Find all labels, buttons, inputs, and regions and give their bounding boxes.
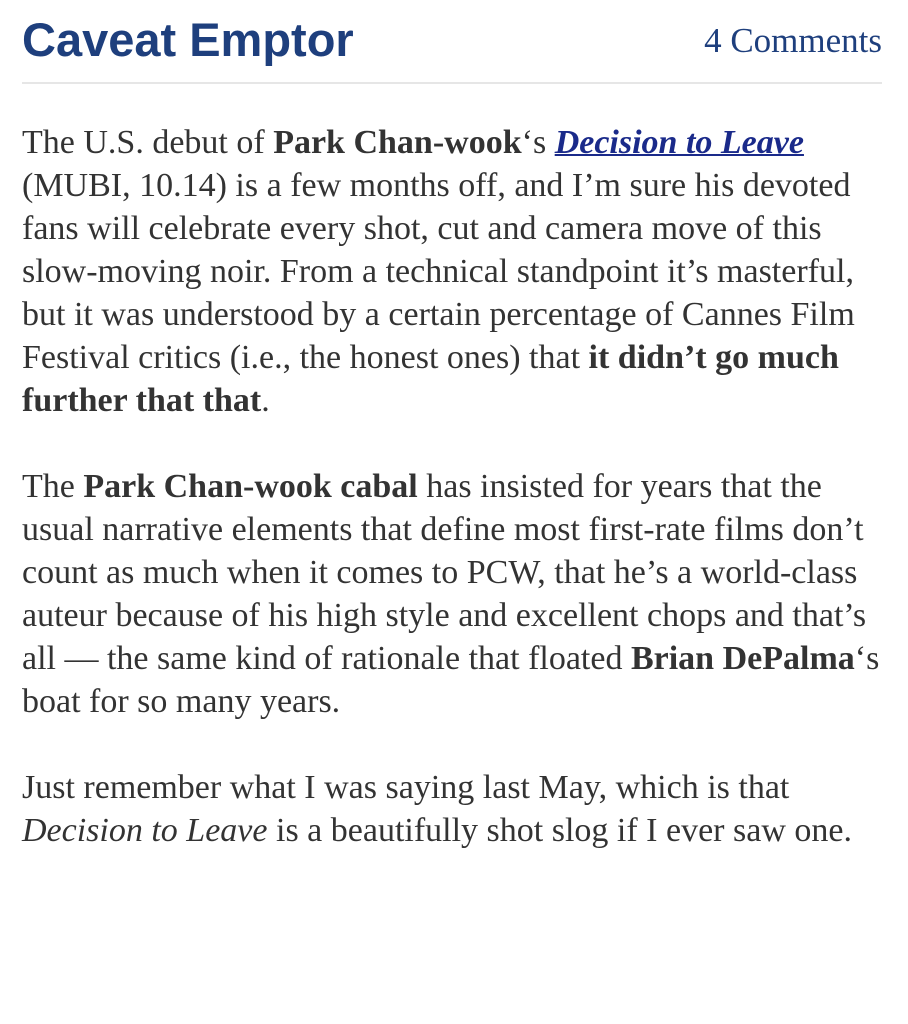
bold-phrase: it didn’t go much further that that [22, 339, 839, 419]
paragraph-2 [22, 465, 892, 723]
text-span: The U.S. debut of [22, 124, 274, 161]
bold-phrase-cabal: Park Chan-wook cabal [83, 468, 418, 505]
post-header [22, 0, 882, 84]
comments-link[interactable]: 4 Comments [704, 21, 882, 60]
bold-name-brian-depalma: Brian DePalma [630, 640, 855, 677]
italic-film-title: Decision to Leave [22, 812, 268, 849]
text-span: (MUBI, 10.14) is a few months off, and I’m sure his devoted fans will celebrate every shot, cut and camera move of this slow-moving noir. From a technical standpoint it’s masterful, but it was understood by a certain percentage of Cannes Film Festival critics (i.e., the honest ones) that [22, 167, 855, 376]
post-title: Caveat Emptor [22, 13, 354, 66]
text-span: is a beautifully shot slog if I ever saw one. [267, 812, 852, 849]
text-span: ‘s boat for so many years. [22, 640, 880, 720]
text-span: The [22, 468, 84, 505]
article-body [22, 121, 892, 895]
film-link-decision-to-leave[interactable]: Decision to Leave [554, 124, 804, 161]
text-span: Just remember what I was saying last May, which is that [22, 769, 790, 806]
text-span: . [261, 382, 270, 419]
paragraph-1 [22, 121, 892, 422]
text-span: has insisted for years that the usual narrative elements that define most first-rate films don’t count as much when it comes to PCW, that he’s a world-class auteur because of his high style and excellent chops and that’s all — the same kind of rationale that floated [22, 468, 867, 677]
paragraph-3 [22, 766, 892, 852]
bold-name-park-chan-wook: Park Chan-wook [273, 124, 522, 161]
text-span: ‘s [521, 124, 555, 161]
